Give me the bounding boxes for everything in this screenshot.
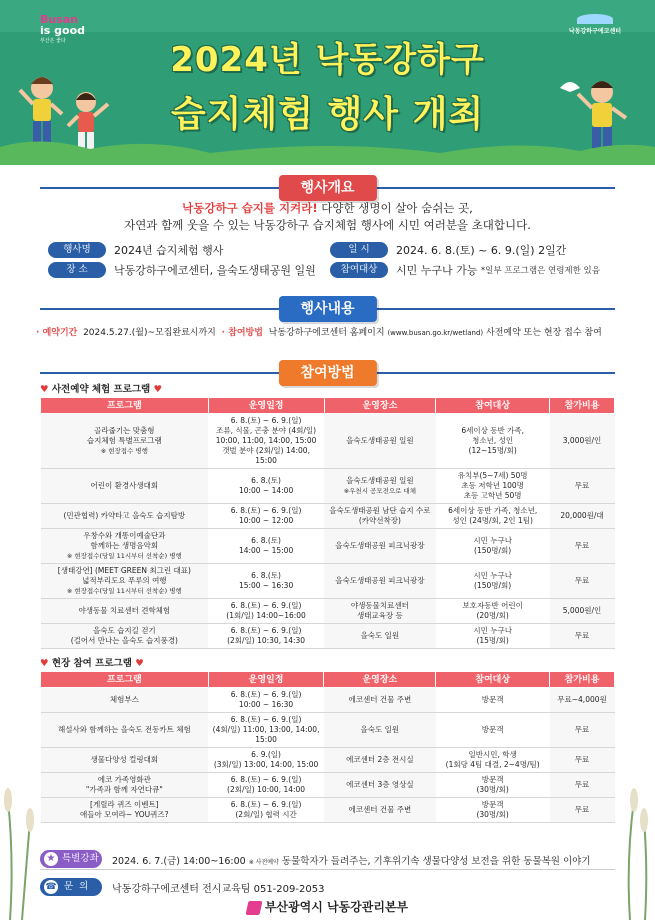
table-cell-cost: 무료	[550, 773, 615, 798]
star-icon: ★	[44, 852, 58, 866]
participation-section-title: 참여방법	[278, 360, 376, 386]
busan-is-good-logo: Busan is good 부산은 좋다	[40, 13, 86, 44]
table-cell-place: 을숙도생태공원 일원 ※우천시 공모전으로 대체	[324, 469, 436, 504]
table-cell-schedule: 6. 8.(토) 10:00 ~ 14:00	[208, 469, 324, 504]
table-cell-program: 을숙도 습지길 걷기 (걸어서 만나는 을숙도 습지풍경)	[41, 624, 209, 649]
onsite-table	[40, 671, 615, 823]
heart-icon: ♥	[135, 658, 144, 669]
table-cell-target: 6세이상 동반 가족, 청소년, 성인 (24명/회, 2인 1팀)	[436, 504, 550, 529]
table-cell-cost: 무료	[550, 564, 615, 599]
inquiry-contact: 낙동강하구에코센터 전시교육팀 051-209-2053	[112, 884, 325, 895]
table-cell-program: 골라줍기는 맞춤형 습지체험 특별프로그램 ※ 현장접수 병행	[41, 414, 209, 469]
column-header: 운영장소	[324, 672, 436, 688]
heart-icon: ♥	[153, 384, 163, 395]
column-header: 운영일정	[208, 672, 324, 688]
table-cell-schedule: 6. 8.(토) 14:00 ~ 15:00	[208, 529, 324, 564]
table-cell-program: 체험부스	[41, 688, 209, 713]
table-cell-schedule: 6. 8.(토) ~ 6. 9.(일) 10:00 ~ 12:00	[208, 504, 324, 529]
table-cell-target: 방문객	[436, 688, 550, 713]
table-cell-target: 시민 누구나 (15명/회)	[436, 624, 550, 649]
table-cell-schedule: 6. 9.(일) (3회/일) 13:00, 14:00, 15:00	[208, 748, 324, 773]
info-event-place: 장 소 낙동강하구에코센터, 을숙도생태공원 일원	[48, 262, 316, 280]
table-row	[41, 564, 615, 599]
table-cell-place: 에코센터 건물 주변	[324, 688, 436, 713]
table-header-row	[41, 398, 615, 414]
table-cell-target: 유치부(5~7세) 50명 초등 저학년 100명 초등 고학년 50명	[436, 469, 550, 504]
table-cell-program: 우창수와 개똥이예술단과 함께하는 생명음악회 ※ 현장접수(당일 11시부터 선착순) 병행	[41, 529, 209, 564]
busan-city-logo-icon	[245, 901, 262, 915]
content-section-title: 행사내용	[278, 296, 376, 322]
info-event-target: 참여대상 시민 누구나 가능 *일부 프로그램은 연령제한 있음	[330, 262, 600, 280]
table-cell-schedule: 6. 8.(토) ~ 6. 9.(일) (1회/일) 14:00~16:00	[208, 599, 324, 624]
table-cell-place: 에코센터 3층 영상실	[324, 773, 436, 798]
table-row	[41, 748, 615, 773]
pre-reservation-table	[40, 397, 615, 649]
table-cell-target: 시민 누구나 (150명/회)	[436, 564, 550, 599]
table-cell-place: 을숙도생태공원 남단 습지 수로 (카약선착장)	[324, 504, 436, 529]
table-cell-target: 일반시민, 학생 (1회당 4팀 대결, 2~4명/팀)	[436, 748, 550, 773]
table-cell-place: 을숙도생태공원 피크닉광장	[324, 529, 436, 564]
table-cell-target: 방문객 (30명/회)	[436, 798, 550, 823]
table-cell-cost: 무료	[550, 624, 615, 649]
table-cell-target: 보호자동반 어린이 (20명/회)	[436, 599, 550, 624]
table-row	[41, 688, 615, 713]
table-row	[41, 469, 615, 504]
table-cell-schedule: 6. 8.(토) ~ 6. 9.(일) 10:00 ~ 16:30	[208, 688, 324, 713]
overview-intro: 낙동강하구 습지를 지켜라! 다양한 생명이 살아 숨쉬는 곳, 자연과 함께 웃을 수 있는 낙동강하구 습지체험 행사에 시민 여러분을 초대합니다.	[124, 201, 531, 232]
table-row	[41, 504, 615, 529]
footer-org: 부산광역시 낙동강관리본부	[0, 898, 655, 920]
hero-top-band	[0, 0, 655, 32]
table-cell-schedule: 6. 8.(토) ~ 6. 9.(일) 조류, 식물, 곤충 분야 (4회/일) 10:00, 11:00, 14:00, 15:00 갯벌 분야 (2회/일) 14:00, 15:00	[208, 414, 324, 469]
table-row	[41, 798, 615, 823]
table-cell-program: [게릴라 퀴즈 이벤트] 애들아 모여라~ YOU퀴즈?	[41, 798, 209, 823]
column-header: 참가비용	[550, 398, 615, 414]
info-event-date: 일 시 2024. 6. 8.(토) ~ 6. 9.(일) 2일간	[330, 242, 566, 260]
column-header: 참여대상	[436, 672, 550, 688]
hero-banner	[0, 0, 655, 165]
table-cell-target: 방문객	[436, 713, 550, 748]
table-cell-cost: 무료	[550, 798, 615, 823]
content-section-header	[40, 296, 615, 322]
table-row	[41, 529, 615, 564]
hero-title-line2: 습지체험 행사 개최	[170, 94, 485, 135]
table-cell-program: 야생동물 치료센터 견학체험	[41, 599, 209, 624]
intro-highlight: 낙동강하구 습지를 지켜라!	[182, 201, 318, 215]
table-cell-cost: 무료~4,000원	[550, 688, 615, 713]
grass-decoration-icon	[0, 125, 655, 165]
onsite-title: ♥ 현장 참여 프로그램 ♥	[40, 658, 144, 669]
heart-icon: ♥	[40, 384, 49, 395]
eco-center-logo: 낙동강하구에코센터	[560, 14, 630, 44]
table-cell-program: 생물다양성 컬링대회	[41, 748, 209, 773]
column-header: 프로그램	[41, 398, 209, 414]
info-event-name: 행사명 2024년 습지체험 행사	[48, 242, 223, 260]
column-header: 참여대상	[436, 398, 550, 414]
special-lecture-badge: ★ 특별강좌	[40, 850, 102, 868]
table-cell-place: 을숙도생태공원 피크닉광장	[324, 564, 436, 599]
table-cell-program: 어린이 환경사생대회	[41, 469, 209, 504]
table-cell-cost: 무료	[550, 469, 615, 504]
table-cell-cost: 무료	[550, 529, 615, 564]
table-cell-program: 에코 가족영화관 "가족과 함께 자연다큐"	[41, 773, 209, 798]
table-cell-place: 에코센터 건물 주변	[324, 798, 436, 823]
table-cell-cost: 20,000원/대	[550, 504, 615, 529]
table-row	[41, 624, 615, 649]
table-row	[41, 599, 615, 624]
table-cell-program: [생태강연] (MEET GREEN 최그린 대표) 넓적부리도요 푸루의 여행 ※ 현장접수(당일 11시부터 선착순) 병행	[41, 564, 209, 599]
heart-icon: ♥	[40, 658, 49, 669]
table-cell-schedule: 6. 8.(토) ~ 6. 9.(일) (2회/일) 협력 시간	[208, 798, 324, 823]
table-cell-program: (민관협력) 카약타고 을숙도 습지탐방	[41, 504, 209, 529]
overview-section-header	[40, 175, 615, 201]
table-cell-place: 야생동물치료센터 생태교육장 등	[324, 599, 436, 624]
table-cell-cost: 무료	[550, 748, 615, 773]
table-cell-program: 해설사와 함께하는 을숙도 전동카트 체험	[41, 713, 209, 748]
inquiry	[40, 876, 460, 898]
hero-title-line1: 2024년 낙동강하구	[170, 40, 485, 80]
phone-icon: ☎	[45, 882, 57, 892]
inquiry-badge: ☎ 문의	[40, 878, 102, 896]
column-header: 운영장소	[324, 398, 436, 414]
overview-section-title: 행사개요	[278, 175, 376, 201]
eco-center-mark-icon	[577, 14, 613, 24]
table-cell-schedule: 6. 8.(토) ~ 6. 9.(일) (4회/일) 11:00, 13:00, 14:00, 15:00	[208, 713, 324, 748]
table-cell-place: 에코센터 2층 전시실	[324, 748, 436, 773]
table-cell-cost: 3,000원/인	[550, 414, 615, 469]
content-summary: · 예약기간 2024.5.27.(월)~모집완료시까지 · 참여방법 낙동강하구에코센터 홈페이지 (www.busan.go.kr/wetland) 사전예약 또는 현장 접수 참여	[36, 328, 602, 338]
table-cell-cost: 5,000원/인	[550, 599, 615, 624]
table-cell-place: 을숙도생태공원 일원	[324, 414, 436, 469]
table-cell-cost: 무료	[550, 713, 615, 748]
table-cell-schedule: 6. 8.(토) ~ 6. 9.(일) (2회/일) 10:00, 14:00	[208, 773, 324, 798]
special-lecture: ★ 특별강좌 2024. 6. 7.(금) 14:00~16:00 ※ 사전예약 동물학자가 들려주는, 기후위기속 생물다양성 보전을 위한 동물복원 이야기	[40, 848, 615, 870]
table-cell-place: 을숙도 일원	[324, 624, 436, 649]
column-header: 프로그램	[41, 672, 209, 688]
table-cell-target: 방문객 (30명/회)	[436, 773, 550, 798]
table-cell-target: 시민 누구나 (150명/회)	[436, 529, 550, 564]
table-cell-place: 을숙도 일원	[324, 713, 436, 748]
column-header: 참가비용	[550, 672, 615, 688]
table-cell-schedule: 6. 8.(토) 15:00 ~ 16:30	[208, 564, 324, 599]
table-row	[41, 773, 615, 798]
table-row	[41, 414, 615, 469]
pre-reservation-title: ♥ 사전예약 체험 프로그램 ♥	[40, 384, 163, 395]
table-header-row	[41, 672, 615, 688]
table-cell-schedule: 6. 8.(토) ~ 6. 9.(일) (2회/일) 10:30, 14:30	[208, 624, 324, 649]
column-header: 운영일정	[208, 398, 324, 414]
table-row	[41, 713, 615, 748]
table-cell-target: 6세이상 동반 가족, 청소년, 성인 (12~15명/회)	[436, 414, 550, 469]
